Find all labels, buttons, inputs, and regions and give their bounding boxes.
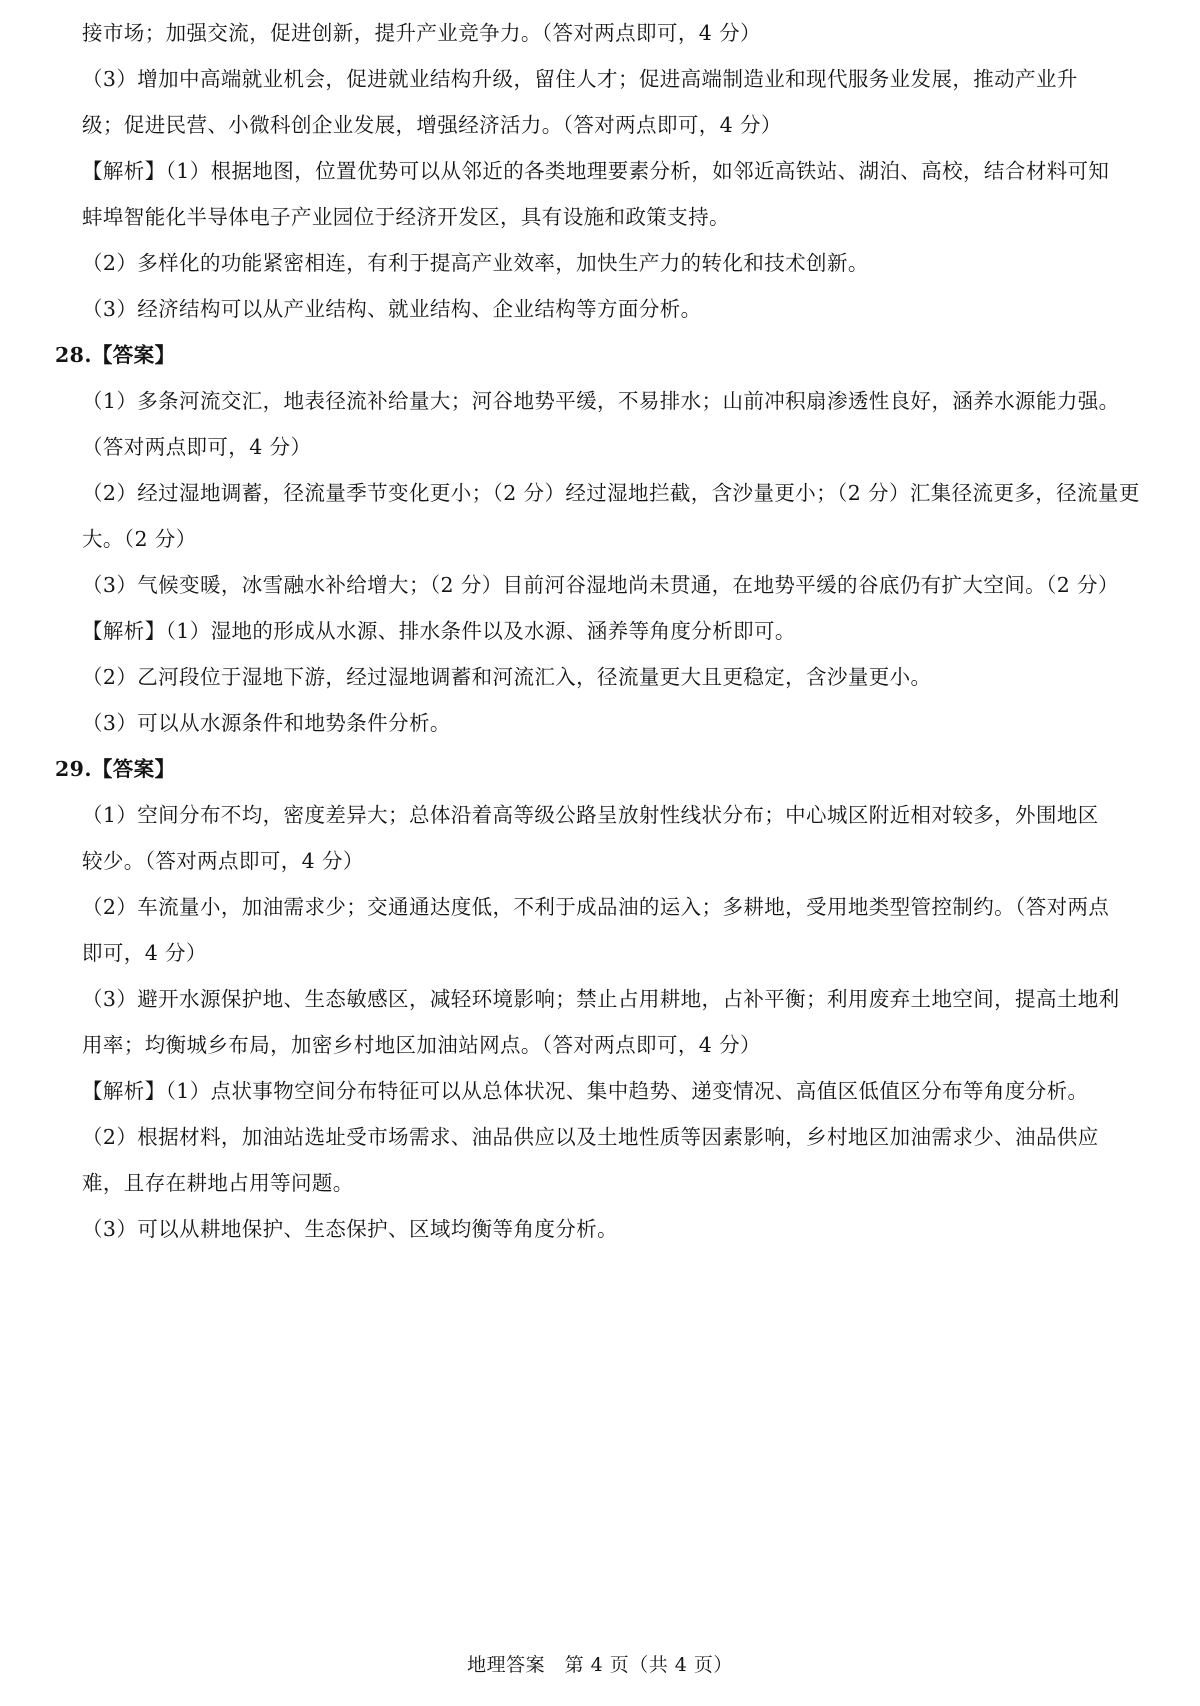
text-line: 大。（2 分）: [82, 527, 197, 551]
text-line: （3）气候变暖，冰雪融水补给增大；（2 分）目前河谷湿地尚未贯通，在地势平缓的谷底仍有扩大空间。（2 分）: [82, 573, 1119, 597]
question-29-heading: 29.【答案】: [55, 757, 176, 781]
page-footer: 地理答案 第 4 页（共 4 页）: [467, 1654, 733, 1676]
text-line: （2）车流量小，加油需求少；交通通达度低，不利于成品油的运入；多耕地，受用地类型管控制约。（答对两点: [82, 895, 1110, 919]
text-line: 难，且存在耕地占用等问题。: [82, 1171, 354, 1195]
text-line: （1）空间分布不均，密度差异大；总体沿着高等级公路呈放射性线状分布；中心城区附近相对较多，外围地区: [82, 803, 1099, 827]
text-line: 接市场；加强交流，促进创新，提升产业竞争力。（答对两点即可，4 分）: [82, 21, 761, 45]
analysis-line: 【解析】（1）根据地图，位置优势可以从邻近的各类地理要素分析，如邻近高铁站、湖泊、高校，结合材料可知: [82, 159, 1110, 183]
analysis-line: 【解析】（1）点状事物空间分布特征可以从总体状况、集中趋势、递变情况、高值区低值区分布等角度分析。: [82, 1079, 1089, 1103]
text-line: 级；促进民营、小微科创企业发展，增强经济活力。（答对两点即可，4 分）: [82, 113, 782, 137]
text-line: （1）多条河流交汇，地表径流补给量大；河谷地势平缓，不易排水；山前冲积扇渗透性良好，涵养水源能力强。: [82, 389, 1120, 413]
analysis-line: 【解析】（1）湿地的形成从水源、排水条件以及水源、涵养等角度分析即可。: [82, 619, 796, 643]
text-line: （2）根据材料，加油站选址受市场需求、油品供应以及土地性质等因素影响，乡村地区加油需求少、油品供应: [82, 1125, 1099, 1149]
text-line: （3）经济结构可以从产业结构、就业结构、企业结构等方面分析。: [82, 297, 702, 321]
text-line: （2）经过湿地调蓄，径流量季节变化更小；（2 分）经过湿地拦截，含沙量更小；（2 分）汇集径流更多，径流量更: [82, 481, 1140, 505]
text-line: 用率；均衡城乡布局，加密乡村地区加油站网点。（答对两点即可，4 分）: [82, 1033, 761, 1057]
text-line: 蚌埠智能化半导体电子产业园位于经济开发区，具有设施和政策支持。: [82, 205, 730, 229]
text-line: （3）增加中高端就业机会，促进就业结构升级，留住人才；促进高端制造业和现代服务业发展，推动产业升: [82, 67, 1078, 91]
answer-content: [55, 10, 1142, 1252]
text-line: （2）多样化的功能紧密相连，有利于提高产业效率，加快生产力的转化和技术创新。: [82, 251, 869, 275]
text-line: 较少。（答对两点即可，4 分）: [82, 849, 364, 873]
text-line: （3）可以从耕地保护、生态保护、区域均衡等角度分析。: [82, 1217, 618, 1241]
question-28-heading: 28.【答案】: [55, 343, 176, 367]
text-line: （2）乙河段位于湿地下游，经过湿地调蓄和河流汇入，径流量更大且更稳定，含沙量更小。: [82, 665, 932, 689]
text-line: （3）可以从水源条件和地势条件分析。: [82, 711, 451, 735]
text-line: （3）避开水源保护地、生态敏感区，减轻环境影响；禁止占用耕地，占补平衡；利用废弃土地空间，提高土地利: [82, 987, 1120, 1011]
text-line: 即可，4 分）: [82, 941, 207, 965]
text-line: （答对两点即可，4 分）: [82, 435, 312, 459]
